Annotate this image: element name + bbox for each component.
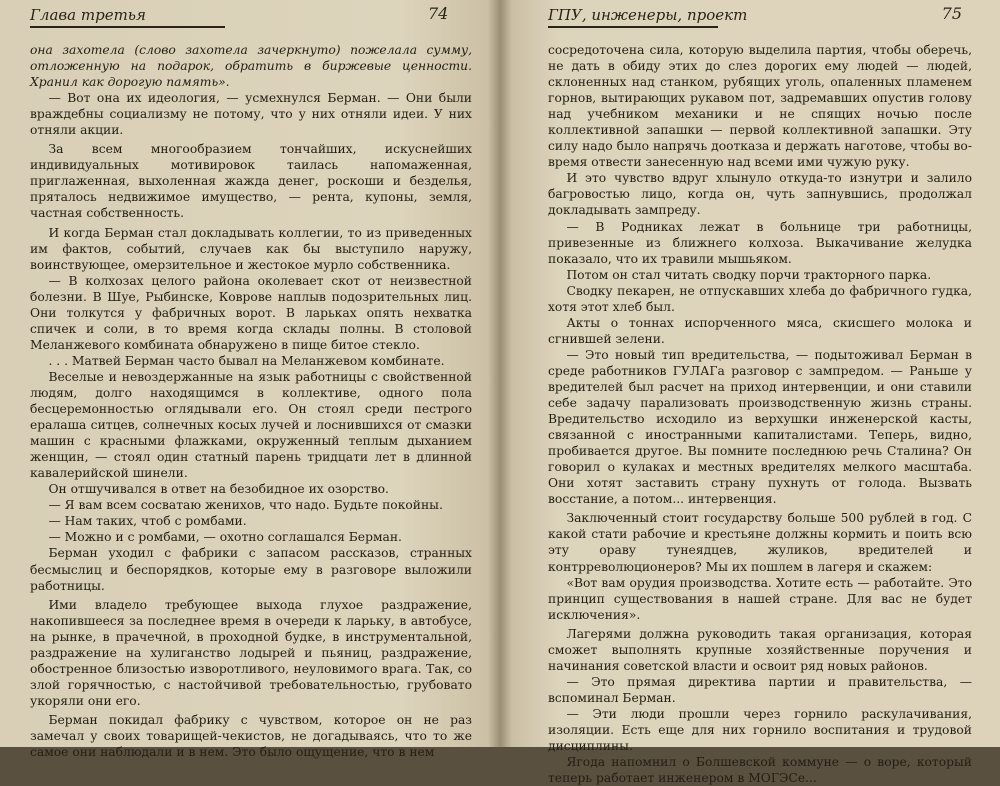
paragraph: она захотела (слово захотела зачеркнуто) пожелала сумму, отложенную на подарок, обратить в биржевые ценности. Хранил как дорогую память».: [30, 43, 472, 90]
page-number: 75: [941, 4, 962, 23]
paragraph: За всем многообразием тончайших, искуснейших индивидуальных мотивировок таилась напомаженная, приглаженная, выхоленная жажда денег, роскоши и безделья, пряталось недвижимое имущество, — рента, купоны, земля, частная собственность.: [30, 142, 472, 221]
paragraph: . . . Матвей Берман часто бывал на Меланжевом комбинате.: [48, 353, 445, 368]
paragraph: — Я вам всем сосватаю женихов, что надо. Будьте покойны.: [48, 498, 443, 513]
paragraph: Он отшучивался в ответ на безобидное их озорство.: [48, 482, 389, 497]
paragraph: Сводку пекарен, не отпускавших хлеба до фабричного гудка, хотя этот хлеб был.: [548, 283, 972, 314]
left-page-header: [30, 4, 472, 34]
paragraph: «Вот вам орудия производства. Хотите есть — работайте. Это принцип существования в нашей стране. Для вас не будет исключения».: [548, 575, 972, 622]
paragraph: — В колхозах целого района околевает скот от неизвестной болезни. В Шуе, Рыбинске, Коврове наплыв подозрительных лиц. Они толкутся у фабричных ворот. В ларьках опять нехватка спичек и соли, в то время когда склады полны. В столовой Меланжевого комбината обнаружено в пище битое стекло.: [30, 273, 472, 352]
right-page-text: [548, 42, 972, 786]
paragraph: Лагерями должна руководить такая организация, которая сможет выполнять крупные хозяйственные поручения и начинания советской власти и освоит ряд новых районов.: [548, 626, 972, 673]
paragraph: — Можно и с ромбами, — охотно соглашался Берман.: [48, 530, 402, 545]
header-rule: [548, 26, 718, 28]
paragraph: сосредоточена сила, которую выделила партия, чтобы оберечь, не дать в обиду этих до слез дорогих ему людей — людей, склоненных над станком, рубящих уголь, опаленных пламенем горнов, вытирающих рукавом пот, задремавших опустив голову над учебником механики и не спящих ночью после коллективной запашки — первой коллективной запашки. Эту силу надо было напрячь доотказа и держать наготове, чтобы во-время отвести занесенную над всеми ими чужую руку.: [548, 43, 972, 170]
paragraph: — Вот она их идеология, — усмехнулся Берман. — Они были враждебны социализму не потому, что у них отняли идеи. У них отняли акции.: [30, 91, 472, 138]
paragraph: Заключенный стоит государству больше 500 рублей в год. С какой стати рабочие и крестьяне должны кормить и поить всю эту ораву тунеядцев, жуликов, вредителей и контрреволюционеров? Мы их пошлем в лагеря и скажем:: [548, 511, 972, 574]
paragraph: — Это новый тип вредительства, — подытоживал Берман в среде работников ГУЛАГа разговор с зампредом. — Раньше у вредителей был расчет на приход интервенции, и они ставили себе задачу парализовать производственную жизнь страны. Вредительство исходило из верхушки инженерской касты, связанной с иностранными капиталистами. Теперь, видно, пробивается другое. Вы помните последнюю речь Сталина? Он говорил о кулаках и местных вредителях мелкого масштаба. Они хотят заставить страну пухнуть от голода. Вызвать восстание, а потом... интервенция.: [548, 347, 972, 507]
paragraph: Ягода напомнил о Болшевской коммуне — о воре, который теперь работает инженером в МОГЭСе...: [548, 755, 972, 786]
paragraph: — Эти люди прошли через горнило раскулачивания, изоляции. Есть еще для них горнило воспитания и трудовой дисциплины.: [548, 706, 972, 754]
paragraph: И когда Берман стал докладывать коллегии, то из приведенных им фактов, событий, случаев как бы выступило наружу, воинствующее, омерзительное и жестокое мурло собственника.: [30, 225, 472, 272]
paragraph: Ими владело требующее выхода глухое раздражение, накопившееся за последнее время в очереди к ларьку, в автобусе, на рынке, в прачечной, в проходной будке, в инструментальной, раздражение на хулиганство лодырей и пьяниц, раздражение, обостренное близостью изворотливого, неуловимого врага. Так, со злой горячностью, с настойчивой требовательностью, грубовато укоряли они его.: [30, 597, 472, 708]
paragraph: Берман покидал фабрику с чувством, которое он не раз замечал у своих товарищей-чекистов, не догадываясь, что то же самое они наблюдали и в нем. Это было ощущение, что в нем: [30, 712, 472, 760]
paragraph: — Это прямая директива партии и правительства, — вспоминал Берман.: [548, 674, 972, 705]
book-gutter: [488, 0, 512, 747]
running-title: Глава третья: [30, 6, 146, 24]
paragraph: Берман уходил с фабрики с запасом рассказов, странных бесмыслиц и беспорядков, которые ему в разговоре выложили работницы.: [30, 546, 472, 593]
left-page: [0, 0, 500, 760]
paragraph: Акты о тоннах испорченного мяса, скисшего молока и сгнившей зелени.: [548, 315, 972, 346]
paragraph: — В Родниках лежат в больнице три работницы, привезенные из ближнего колхоза. Выкачивание желудка показало, что их травили мышьяком.: [548, 219, 972, 266]
running-title: ГПУ, инженеры, проект: [548, 6, 748, 24]
page-number: 74: [428, 4, 449, 23]
paragraph: Веселые и невоздержанные на язык работницы с свойственной людям, долго находящимся в коллективе, одного пола бесцеремонностью оглядывали его. Он стоял среди пестрого ералаша ситцев, солнечных косых лучей и лоснившихся от смазки машин с красными флажками, окруженный теплым дыханием женщин, — стоял один статный парень тридцати лет в длинной кавалерийской шинели.: [30, 369, 472, 481]
paragraph: — Нам таких, чтоб с ромбами.: [48, 514, 247, 529]
paragraph: И это чувство вдруг хлынуло откуда-то изнутри и залило багровостью лицо, когда он, чуть запнувшись, продолжал докладывать зампреду.: [548, 171, 972, 218]
right-page-header: [548, 4, 972, 34]
paragraph: Потом он стал читать сводку порчи тракторного парка.: [566, 267, 932, 282]
left-page-text: [30, 42, 472, 760]
header-rule: [30, 26, 225, 28]
right-page: [500, 0, 1000, 786]
